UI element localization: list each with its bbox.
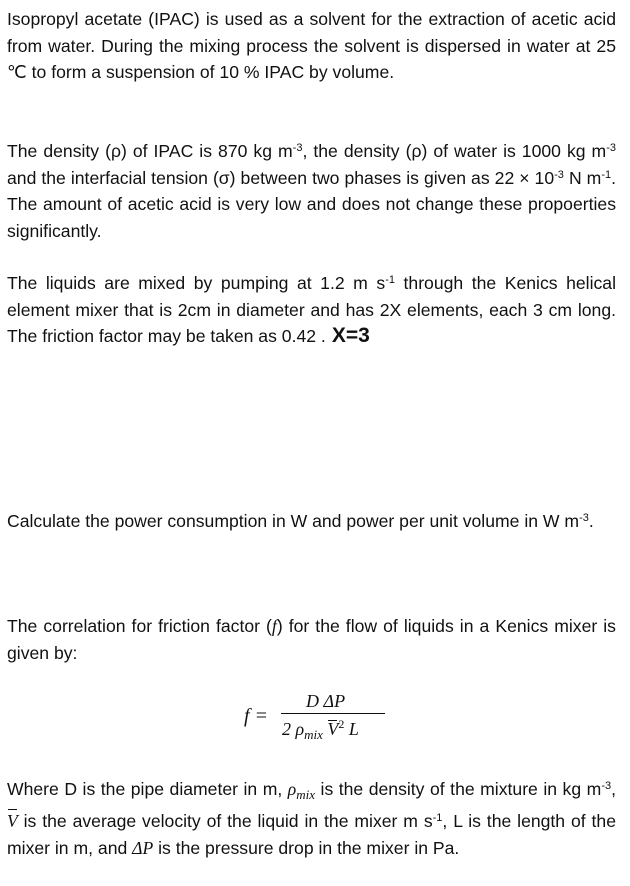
- correlation-text-a: The correlation for friction factor (: [7, 616, 272, 636]
- correlation-text-b: ) for the flow of liquids in a Kenics mixer is given by:: [7, 616, 616, 663]
- definitions-text-d: is the average velocity of the liquid in the mixer m s: [17, 811, 433, 832]
- den-rho-sub: mix: [304, 727, 323, 743]
- definitions-text-f: is the pressure drop in the mixer in Pa.: [153, 837, 460, 858]
- den-length: L: [344, 719, 359, 740]
- pressure-drop-symbol: ΔP: [132, 837, 154, 858]
- definitions-text-b: is the density of the mixture in kg m: [315, 779, 602, 799]
- fraction-bar: [281, 713, 385, 714]
- properties-text-e: . The amount of acetic acid is very low and does not change these propoerties significantly.: [7, 167, 617, 241]
- den-square: 2: [338, 717, 345, 731]
- unit-exponent: -3: [606, 141, 616, 154]
- definitions-text-a: Where D is the pipe diameter in m,: [7, 779, 288, 799]
- correlation-paragraph: [7, 613, 616, 666]
- definitions-paragraph: [7, 776, 616, 861]
- x-value-label: X=3: [331, 324, 370, 347]
- question-paragraph: [7, 508, 616, 535]
- properties-text-d: N m: [563, 167, 602, 188]
- den-velocity: V: [327, 719, 339, 740]
- mixer-paragraph: [7, 270, 616, 350]
- unit-exponent: -3: [292, 141, 303, 154]
- friction-symbol: f: [271, 616, 277, 636]
- unit-exponent: -1: [385, 273, 395, 286]
- properties-text-c: and the interfacial tension (σ) between two phases is given as 22 × 10: [7, 167, 555, 188]
- definitions-text-e: , L is the length of the mixer in m, and: [7, 811, 616, 858]
- properties-text-a: The density (ρ) of IPAC is 870 kg m: [7, 141, 293, 161]
- friction-factor-formula: [244, 688, 404, 744]
- formula-numerator: D ΔP: [306, 691, 346, 711]
- formula-denominator: [282, 717, 359, 743]
- unit-exponent: -3: [601, 779, 612, 792]
- question-text-a: Calculate the power consumption in W and power per unit volume in W m: [7, 511, 580, 531]
- mixer-text-a: The liquids are mixed by pumping at 1.2 m s: [7, 273, 386, 293]
- velocity-symbol: V: [7, 808, 18, 835]
- intro-text: Isopropyl acetate (IPAC) is used as a solvent for the extraction of acetic acid from water. During the mixing process the solvent is dispersed in water at 25 ℃ to form a suspension of 10 % IPAC by volume.: [7, 9, 616, 82]
- question-text-b: .: [588, 511, 594, 531]
- definitions-text-c: ,: [611, 779, 616, 799]
- rho-symbol: ρ: [287, 779, 297, 799]
- formula-lhs: f =: [244, 705, 269, 727]
- rho-subscript: mix: [296, 786, 316, 802]
- unit-exponent: -3: [554, 168, 564, 181]
- properties-paragraph: [7, 138, 616, 244]
- mixer-text-b: through the Kenics helical element mixer that is 2cm in diameter and has 2X elements, each 3 cm long. The friction factor may be taken as 0.42 .: [7, 273, 616, 346]
- properties-text-b: , the density (ρ) of water is 1000 kg m: [302, 141, 607, 161]
- intro-paragraph: [7, 6, 616, 86]
- unit-exponent: -3: [579, 511, 589, 524]
- unit-exponent: -1: [601, 168, 612, 181]
- unit-exponent: -1: [432, 812, 443, 825]
- den-coefficient: 2: [282, 719, 296, 740]
- den-rho: ρ: [295, 719, 305, 740]
